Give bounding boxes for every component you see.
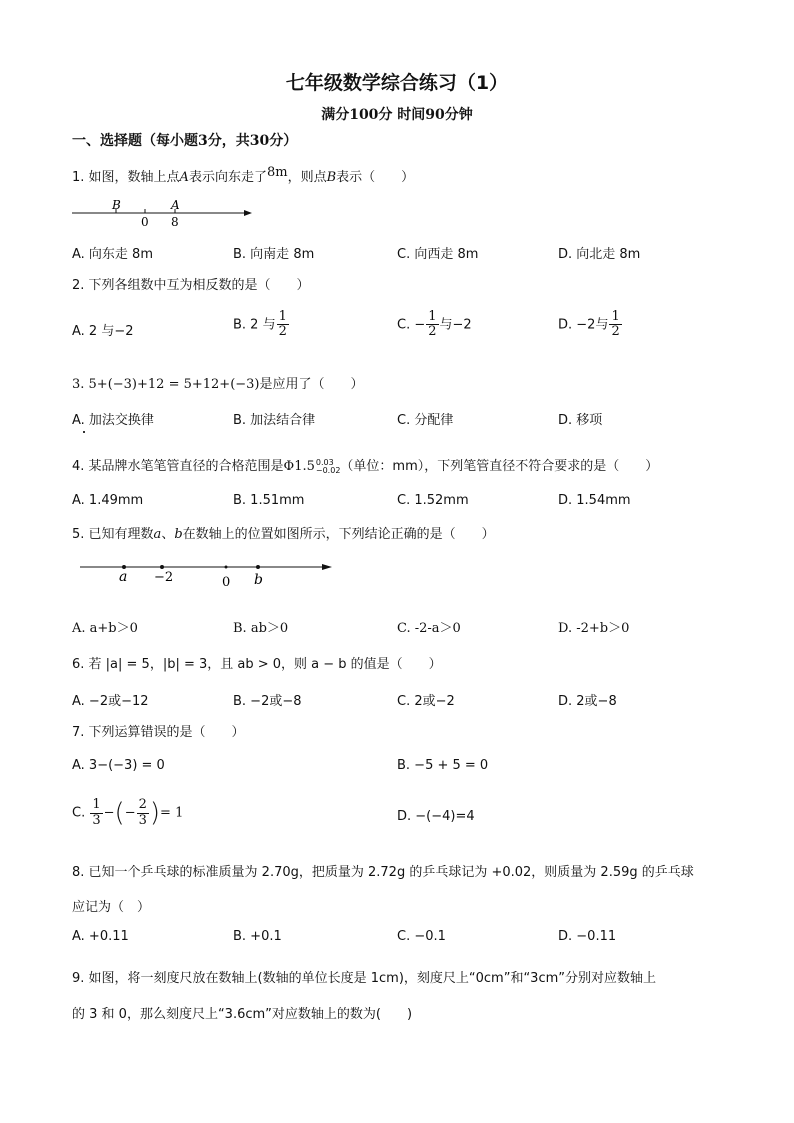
- question-8-line1: 8. 已知一个乒乓球的标准质量为 2.70g，把质量为 2.72g 的乒乓球记为 +0.02，则质量为 2.59g 的乒乓球: [72, 865, 694, 880]
- q4-option-b[interactable]: B. 1.51mm: [233, 493, 305, 508]
- point-b: [256, 565, 260, 569]
- q1-option-a[interactable]: A. 向东走 8m: [72, 247, 153, 262]
- question-1-number-line: [70, 196, 260, 230]
- q8-option-d[interactable]: D. −0.11: [558, 929, 617, 944]
- question-5-number-line: [76, 556, 338, 590]
- q4-option-a[interactable]: A. 1.49mm: [72, 493, 144, 508]
- label-zero: 0: [222, 575, 231, 590]
- q6-option-b[interactable]: B. −2或−8: [233, 694, 302, 709]
- question-6-stem: 6. 若 |a| = 5，|b| = 3，且 ab > 0，则 a − b 的值是（ ）: [72, 657, 442, 672]
- q6-option-d[interactable]: D. 2或−8: [558, 694, 617, 709]
- q2-option-a[interactable]: A. 2 与−2: [72, 324, 134, 339]
- q7-option-b[interactable]: B. −5 + 5 = 0: [397, 758, 489, 773]
- q2-option-d[interactable]: D. −2与 $\frac{1}{2}$: [558, 309, 620, 340]
- q7-option-d[interactable]: D. −(−4)=4: [397, 809, 475, 824]
- label-zero: 0: [141, 215, 149, 229]
- page-subtitle: 满分100分 时间90分钟: [321, 107, 473, 123]
- tolerance: 0.03 −0.02: [315, 457, 341, 475]
- q8-option-a[interactable]: A. +0.11: [72, 929, 129, 944]
- label-a: A: [171, 198, 180, 212]
- q2-option-b[interactable]: B. 2 与 $\frac{1}{2}$: [233, 309, 287, 340]
- q1-option-d[interactable]: D. 向北走 8m: [558, 247, 641, 262]
- fraction: $\frac{1}{2}$: [278, 309, 287, 340]
- axis-arrow: [322, 564, 332, 570]
- axis-arrow: [244, 210, 252, 216]
- question-7-stem: 7. 下列运算错误的是（ ）: [72, 725, 245, 740]
- q3-option-c[interactable]: C. 分配律: [397, 413, 454, 428]
- fraction: $\frac{1}{2}$: [611, 309, 620, 340]
- q8-option-c[interactable]: C. −0.1: [397, 929, 446, 944]
- q4-option-d[interactable]: D. 1.54mm: [558, 493, 631, 508]
- question-4-stem: 4. 某品牌水笔笔管直径的合格范围是Φ1.5 0.03 −0.02 （单位：mm），下列笔管直径不符合要求的是（ ）: [72, 457, 659, 475]
- point-zero: [225, 566, 228, 569]
- q7-option-c[interactable]: C. $\frac{1}{3}$ −(− $\frac{2}{3}$ )= 1: [72, 797, 184, 828]
- q3-option-b[interactable]: B. 加法结合律: [233, 413, 316, 428]
- fraction: $\frac{2}{3}$: [138, 797, 147, 828]
- question-9-line1: 9. 如图，将一刻度尺放在数轴上(数轴的单位长度是 1cm)，刻度尺上“0cm”和“3cm”分别对应数轴上: [72, 971, 656, 986]
- label-b: B: [112, 198, 121, 212]
- fraction: $\frac{1}{3}$: [92, 797, 101, 828]
- q3-option-d[interactable]: D. 移项: [558, 413, 603, 428]
- q7-option-a[interactable]: A. 3−(−3) = 0: [72, 758, 165, 773]
- question-1-stem: 1. 如图，数轴上点A表示向东走了8m，则点B表示（ ）: [72, 165, 415, 185]
- q4-option-c[interactable]: C. 1.52mm: [397, 493, 469, 508]
- question-8-line2: 应记为（ ）: [72, 900, 151, 915]
- q5-option-a[interactable]: A. a+b＞0: [72, 621, 138, 636]
- label-a: a: [119, 569, 128, 585]
- page-title: 七年级数学综合练习（1）: [285, 72, 509, 94]
- stray-mark: [83, 431, 85, 433]
- label-eight: 8: [171, 215, 179, 229]
- q5-option-d[interactable]: D. -2+b＞0: [558, 621, 630, 636]
- q5-option-c[interactable]: C. -2-a＞0: [397, 621, 461, 636]
- section-heading: 一、选择题（每小题3分，共30分）: [72, 133, 298, 149]
- q2-option-c[interactable]: C. − $\frac{1}{2}$ 与−2: [397, 309, 472, 340]
- label-neg2: −2: [154, 570, 174, 585]
- question-2-stem: 2. 下列各组数中互为相反数的是（ ）: [72, 278, 310, 293]
- q1-option-b[interactable]: B. 向南走 8m: [233, 247, 315, 262]
- q8-option-b[interactable]: B. +0.1: [233, 929, 282, 944]
- q3-option-a[interactable]: A. 加法交换律: [72, 413, 154, 428]
- question-3-stem: 3. 5+(−3)+12 = 5+12+(−3)是应用了（ ）: [72, 377, 364, 392]
- question-5-stem: 5. 已知有理数a、b在数轴上的位置如图所示，下列结论正确的是（ ）: [72, 527, 495, 542]
- question-9-line2: 的 3 和 0，那么刻度尺上“3.6cm”对应数轴上的数为( ): [72, 1007, 413, 1022]
- label-b: b: [254, 572, 263, 588]
- q5-option-b[interactable]: B. ab＞0: [233, 621, 289, 636]
- q6-option-c[interactable]: C. 2或−2: [397, 694, 455, 709]
- point-neg2: [160, 565, 164, 569]
- q6-option-a[interactable]: A. −2或−12: [72, 694, 149, 709]
- fraction: $\frac{1}{2}$: [428, 309, 437, 340]
- q1-option-c[interactable]: C. 向西走 8m: [397, 247, 479, 262]
